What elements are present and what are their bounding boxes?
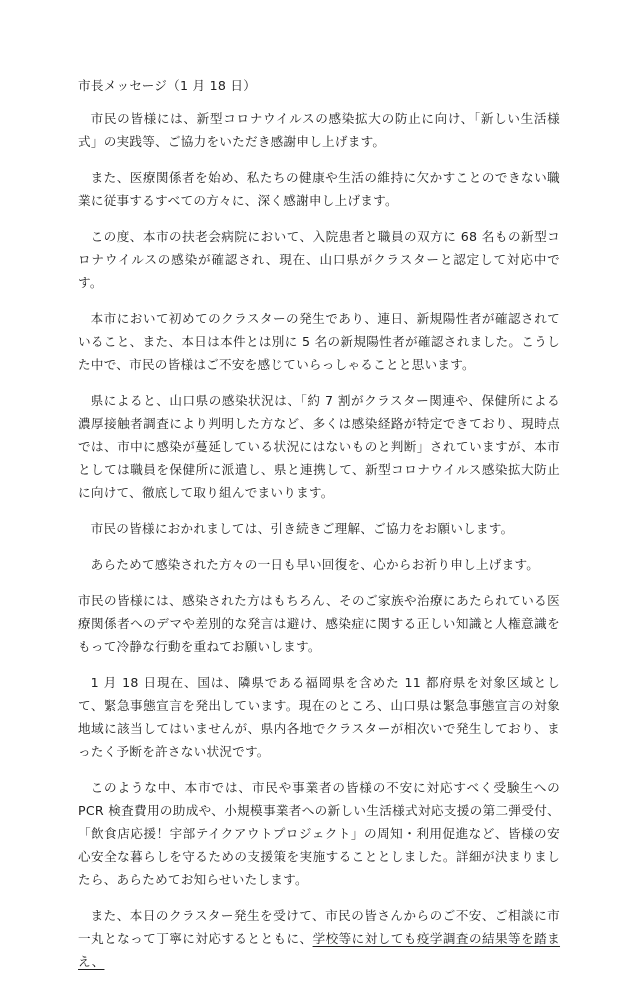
paragraph-first-cluster: 本市において初めてのクラスターの発生であり、連日、新規陽性者が確認されていること、また、本日は本件とは別に 5 名の新規陽性者が確認されました。こうした中で、市民の皆様はご不安を感じていらっしゃることと思います。 bbox=[78, 311, 560, 372]
paragraph-consultation bbox=[78, 904, 560, 973]
document-title: 市長メッセージ（1 月 18 日） bbox=[78, 78, 257, 93]
underlined-school-text: 学校等に対しても疫学調査の結果等を踏まえ、 bbox=[78, 931, 561, 969]
paragraph-no-discrimination: 市民の皆様には、感染された方はもちろん、そのご家族や治療にあたられている医療関係者へのデマや差別的な発言は避け、感染症に関する正しい知識と人権意識をもって冷静な行動を重ねてお願いします。 bbox=[78, 593, 560, 654]
paragraph-thanks-workers: また、医療関係者を始め、私たちの健康や生活の維持に欠かすことのできない職業に従事するすべての方々に、深く感謝申し上げます。 bbox=[78, 170, 560, 208]
paragraph-emergency-declaration: 1 月 18 日現在、国は、隣県である福岡県を含めた 11 都府県を対象区域として、緊急事態宣言を発出しています。現在のところ、山口県は緊急事態宣言の対象地域に該当してはいませんが、県内各地でクラスターが相次いで発生しており、まったく予断を許さない状況です。 bbox=[78, 675, 560, 759]
paragraph-support-measures: このような中、本市では、市民や事業者の皆様の不安に対応すべく受験生への PCR 検査費用の助成や、小規模事業者への新しい生活様式対応支援の第二弾受付、「飲食店応援！宇部テイクアウトプロジェクト」の周知・利用促進など、皆様の安心安全な暮らしを守るための支援策を実施することとしました。詳細が決まりましたら、あらためてお知らせいたします。 bbox=[78, 780, 560, 887]
paragraph-recovery-wishes: あらためて感染された方々の一日も早い回復を、心からお祈り申し上げます。 bbox=[90, 557, 540, 572]
paragraph-consultation-text: また、本日のクラスター発生を受けて、市民の皆さんからのご不安、ご相談に市一丸となって丁寧に対応するとともに、 bbox=[78, 908, 560, 946]
paragraph-hospital-cluster: この度、本市の扶老会病院において、入院患者と職員の双方に 68 名もの新型コロナウイルスの感染が確認され、現在、山口県がクラスターと認定して対応中です。 bbox=[78, 229, 560, 290]
message-document bbox=[78, 74, 560, 986]
paragraph-request-cooperation: 市民の皆様におかれましては、引き続きご理解、ご協力をお願いします。 bbox=[90, 521, 514, 536]
paragraph-prefecture-status: 県によると、山口県の感染状況は、「約 7 割がクラスター関連や、保健所による濃厚接触者調査により判明した方など、多くは感染経路が特定できており、現時点では、市中に感染が蔓延している状況にはないものと判断」されていますが、本市としては職員を保健所に派遣し、県と連携して、新型コロナウイルス感染拡大防止に向けて、徹底して取り組んでまいります。 bbox=[78, 393, 560, 500]
paragraph-thanks-citizens: 市民の皆様には、新型コロナウイルスの感染拡大の防止に向け、「新しい生活様式」の実践等、ご協力をいただき感謝申し上げます。 bbox=[78, 111, 560, 149]
